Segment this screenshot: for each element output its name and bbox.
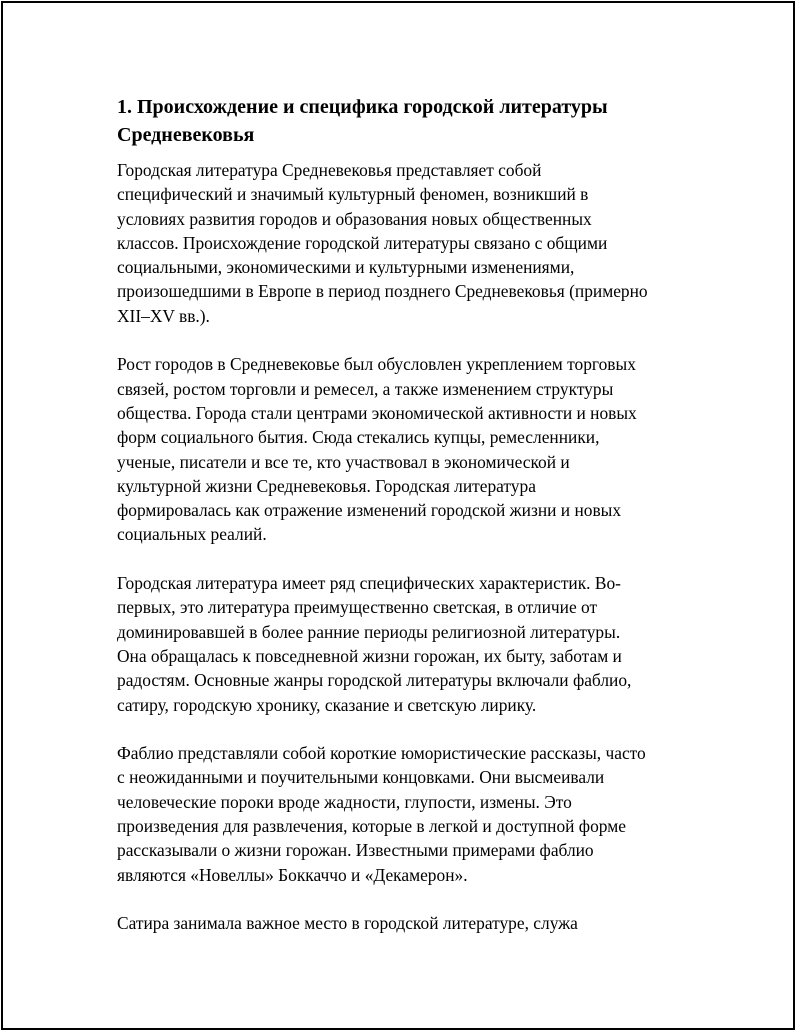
paragraph-fabliaux: Фаблио представляли собой короткие юмористические рассказы, часто с неожиданными и поучительными концовками. Они высмеивали человеческие пороки вроде жадности, глупости, измены. Это произведения для развлечения, которые в легкой и доступной форме рассказывали о жизни горожан. Известными примерами фаблио являются «Новеллы» Боккаччо и «Декамерон». xyxy=(117,743,646,885)
paragraph-satire: Сатира занимала важное место в городской литературе, служа xyxy=(117,913,578,934)
document-body xyxy=(117,93,697,960)
section-heading: 1. Происхождение и специфика городской литературы Средневековья xyxy=(117,96,608,146)
paragraph-city-growth: Рост городов в Средневековье был обусловлен укреплением торговых связей, ростом торговли и ремесел, а также изменением структуры общества. Города стали центрами экономической активности и новых форм социального бытия. Сюда стекались купцы, ремесленники, ученые, писатели и все те, кто участвовал в экономической и культурной жизни Средневековья. Городская литература формировалась как отражение изменений городской жизни и новых социальных реалий. xyxy=(117,354,637,545)
paragraph-origin: Городская литература Средневековья представляет собой специфический и значимый культурный феномен, возникший в условиях развития городов и образования новых общественных классов. Происхождение городской литературы связано с общими социальными, экономическими и культурными изменениями, произошедшими в Европе в период позднего Средневековья (примерно XII–XV вв.). xyxy=(117,160,648,326)
paragraph-characteristics: Городская литература имеет ряд специфических характеристик. Во- первых, это литература преимущественно светская, в отличие от доминировавшей в более ранние периоды религиозной литературы. Она обращалась к повседневной жизни горожан, их быту, заботам и радостям. Основные жанры городской литературы включали фаблио, сатиру, городскую хронику, сказание и светскую лирику. xyxy=(117,573,632,715)
